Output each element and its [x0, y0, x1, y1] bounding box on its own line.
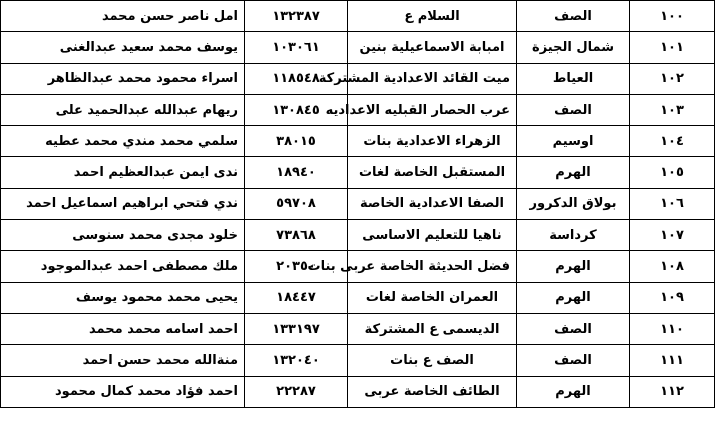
school-cell: الصفا الاعدادية الخاصة: [348, 188, 517, 219]
school-cell: الديسمى ع المشتركة: [348, 313, 517, 344]
table-row: [1, 32, 715, 63]
student-name-cell: ندي فتحي ابراهيم اسماعيل احمد: [1, 188, 245, 219]
student-name-cell: خلود مجدى محمد سنوسى: [1, 220, 245, 251]
row-number: ١٠١: [630, 32, 715, 63]
row-number: ١٠٧: [630, 220, 715, 251]
school-cell: فضل الحديثة الخاصة عربى بنات: [348, 251, 517, 282]
school-cell: العمران الخاصة لغات: [348, 282, 517, 313]
row-number: ١٠٦: [630, 188, 715, 219]
table-row: [1, 220, 715, 251]
school-cell: الزهراء الاعدادية بنات: [348, 126, 517, 157]
school-cell: المستقبل الخاصة لغات: [348, 157, 517, 188]
student-name-cell: احمد فؤاد محمد كمال محمود: [1, 376, 245, 407]
administration-cell: الصف: [517, 345, 630, 376]
student-name-cell: يوسف محمد سعيد عبدالغنى: [1, 32, 245, 63]
seat-number-cell: ٢٢٢٨٧: [245, 376, 348, 407]
row-number: ١٠٩: [630, 282, 715, 313]
seat-number-cell: ٢٠٣٥٠: [245, 251, 348, 282]
administration-cell: الهرم: [517, 157, 630, 188]
table-row: [1, 251, 715, 282]
administration-cell: الصف: [517, 313, 630, 344]
seat-number-cell: ٣٨٠١٥: [245, 126, 348, 157]
student-name-cell: ملك مصطفى احمد عبدالموجود: [1, 251, 245, 282]
student-name-cell: ندى ايمن عبدالعظيم احمد: [1, 157, 245, 188]
table-row: [1, 313, 715, 344]
administration-cell: الهرم: [517, 282, 630, 313]
table-row: [1, 63, 715, 94]
table-row: [1, 376, 715, 407]
administration-cell: بولاق الدكرور: [517, 188, 630, 219]
seat-number-cell: ٧٣٨٦٨: [245, 220, 348, 251]
school-cell: ناهيا للتعليم الاساسى: [348, 220, 517, 251]
school-cell: الطائف الخاصة عربى: [348, 376, 517, 407]
seat-number-cell: ١٨٩٤٠: [245, 157, 348, 188]
row-number: ١٠٨: [630, 251, 715, 282]
table-row: [1, 126, 715, 157]
administration-cell: شمال الجيزة: [517, 32, 630, 63]
student-name-cell: ريهام عبدالله عبدالحميد على: [1, 94, 245, 125]
student-name-cell: اسراء محمود محمد عبدالظاهر: [1, 63, 245, 94]
row-number: ١٠٥: [630, 157, 715, 188]
table-row: [1, 157, 715, 188]
administration-cell: الصف: [517, 94, 630, 125]
administration-cell: الصف: [517, 1, 630, 32]
table-row: [1, 188, 715, 219]
student-name-cell: سلمي محمد مندي محمد عطيه: [1, 126, 245, 157]
row-number: ١٠٤: [630, 126, 715, 157]
row-number: ١٠٣: [630, 94, 715, 125]
row-number: ١٠٢: [630, 63, 715, 94]
administration-cell: الهرم: [517, 376, 630, 407]
seat-number-cell: ١٣٠٨٤٥: [245, 94, 348, 125]
table-row: [1, 345, 715, 376]
seat-number-cell: ١١٨٥٤٨: [245, 63, 348, 94]
school-cell: امبابة الاسماعيلية بنين: [348, 32, 517, 63]
student-name-cell: يحيى محمد محمود يوسف: [1, 282, 245, 313]
seat-number-cell: ١٨٤٤٧: [245, 282, 348, 313]
table-body: [1, 1, 715, 408]
school-cell: الصف ع بنات: [348, 345, 517, 376]
seat-number-cell: ١٣٢٠٤٠: [245, 345, 348, 376]
student-name-cell: امل ناصر حسن محمد: [1, 1, 245, 32]
administration-cell: العياط: [517, 63, 630, 94]
student-name-cell: احمد اسامه محمد محمد: [1, 313, 245, 344]
row-number: ١١٢: [630, 376, 715, 407]
seat-number-cell: ١٣٣١٩٧: [245, 313, 348, 344]
student-name-cell: منةالله محمد حسن احمد: [1, 345, 245, 376]
administration-cell: الهرم: [517, 251, 630, 282]
seat-number-cell: ١٠٣٠٦١: [245, 32, 348, 63]
table-row: [1, 94, 715, 125]
table-row: [1, 282, 715, 313]
seat-number-cell: ١٣٢٣٨٧: [245, 1, 348, 32]
row-number: ١١١: [630, 345, 715, 376]
school-cell: عرب الحصار القبليه الاعداديه: [348, 94, 517, 125]
school-cell: السلام ع: [348, 1, 517, 32]
seat-number-cell: ٥٩٧٠٨: [245, 188, 348, 219]
table-row: [1, 1, 715, 32]
administration-cell: اوسيم: [517, 126, 630, 157]
row-number: ١٠٠: [630, 1, 715, 32]
school-cell: ميت القائد الاعدادية المشتركة: [348, 63, 517, 94]
administration-cell: كرداسة: [517, 220, 630, 251]
row-number: ١١٠: [630, 313, 715, 344]
